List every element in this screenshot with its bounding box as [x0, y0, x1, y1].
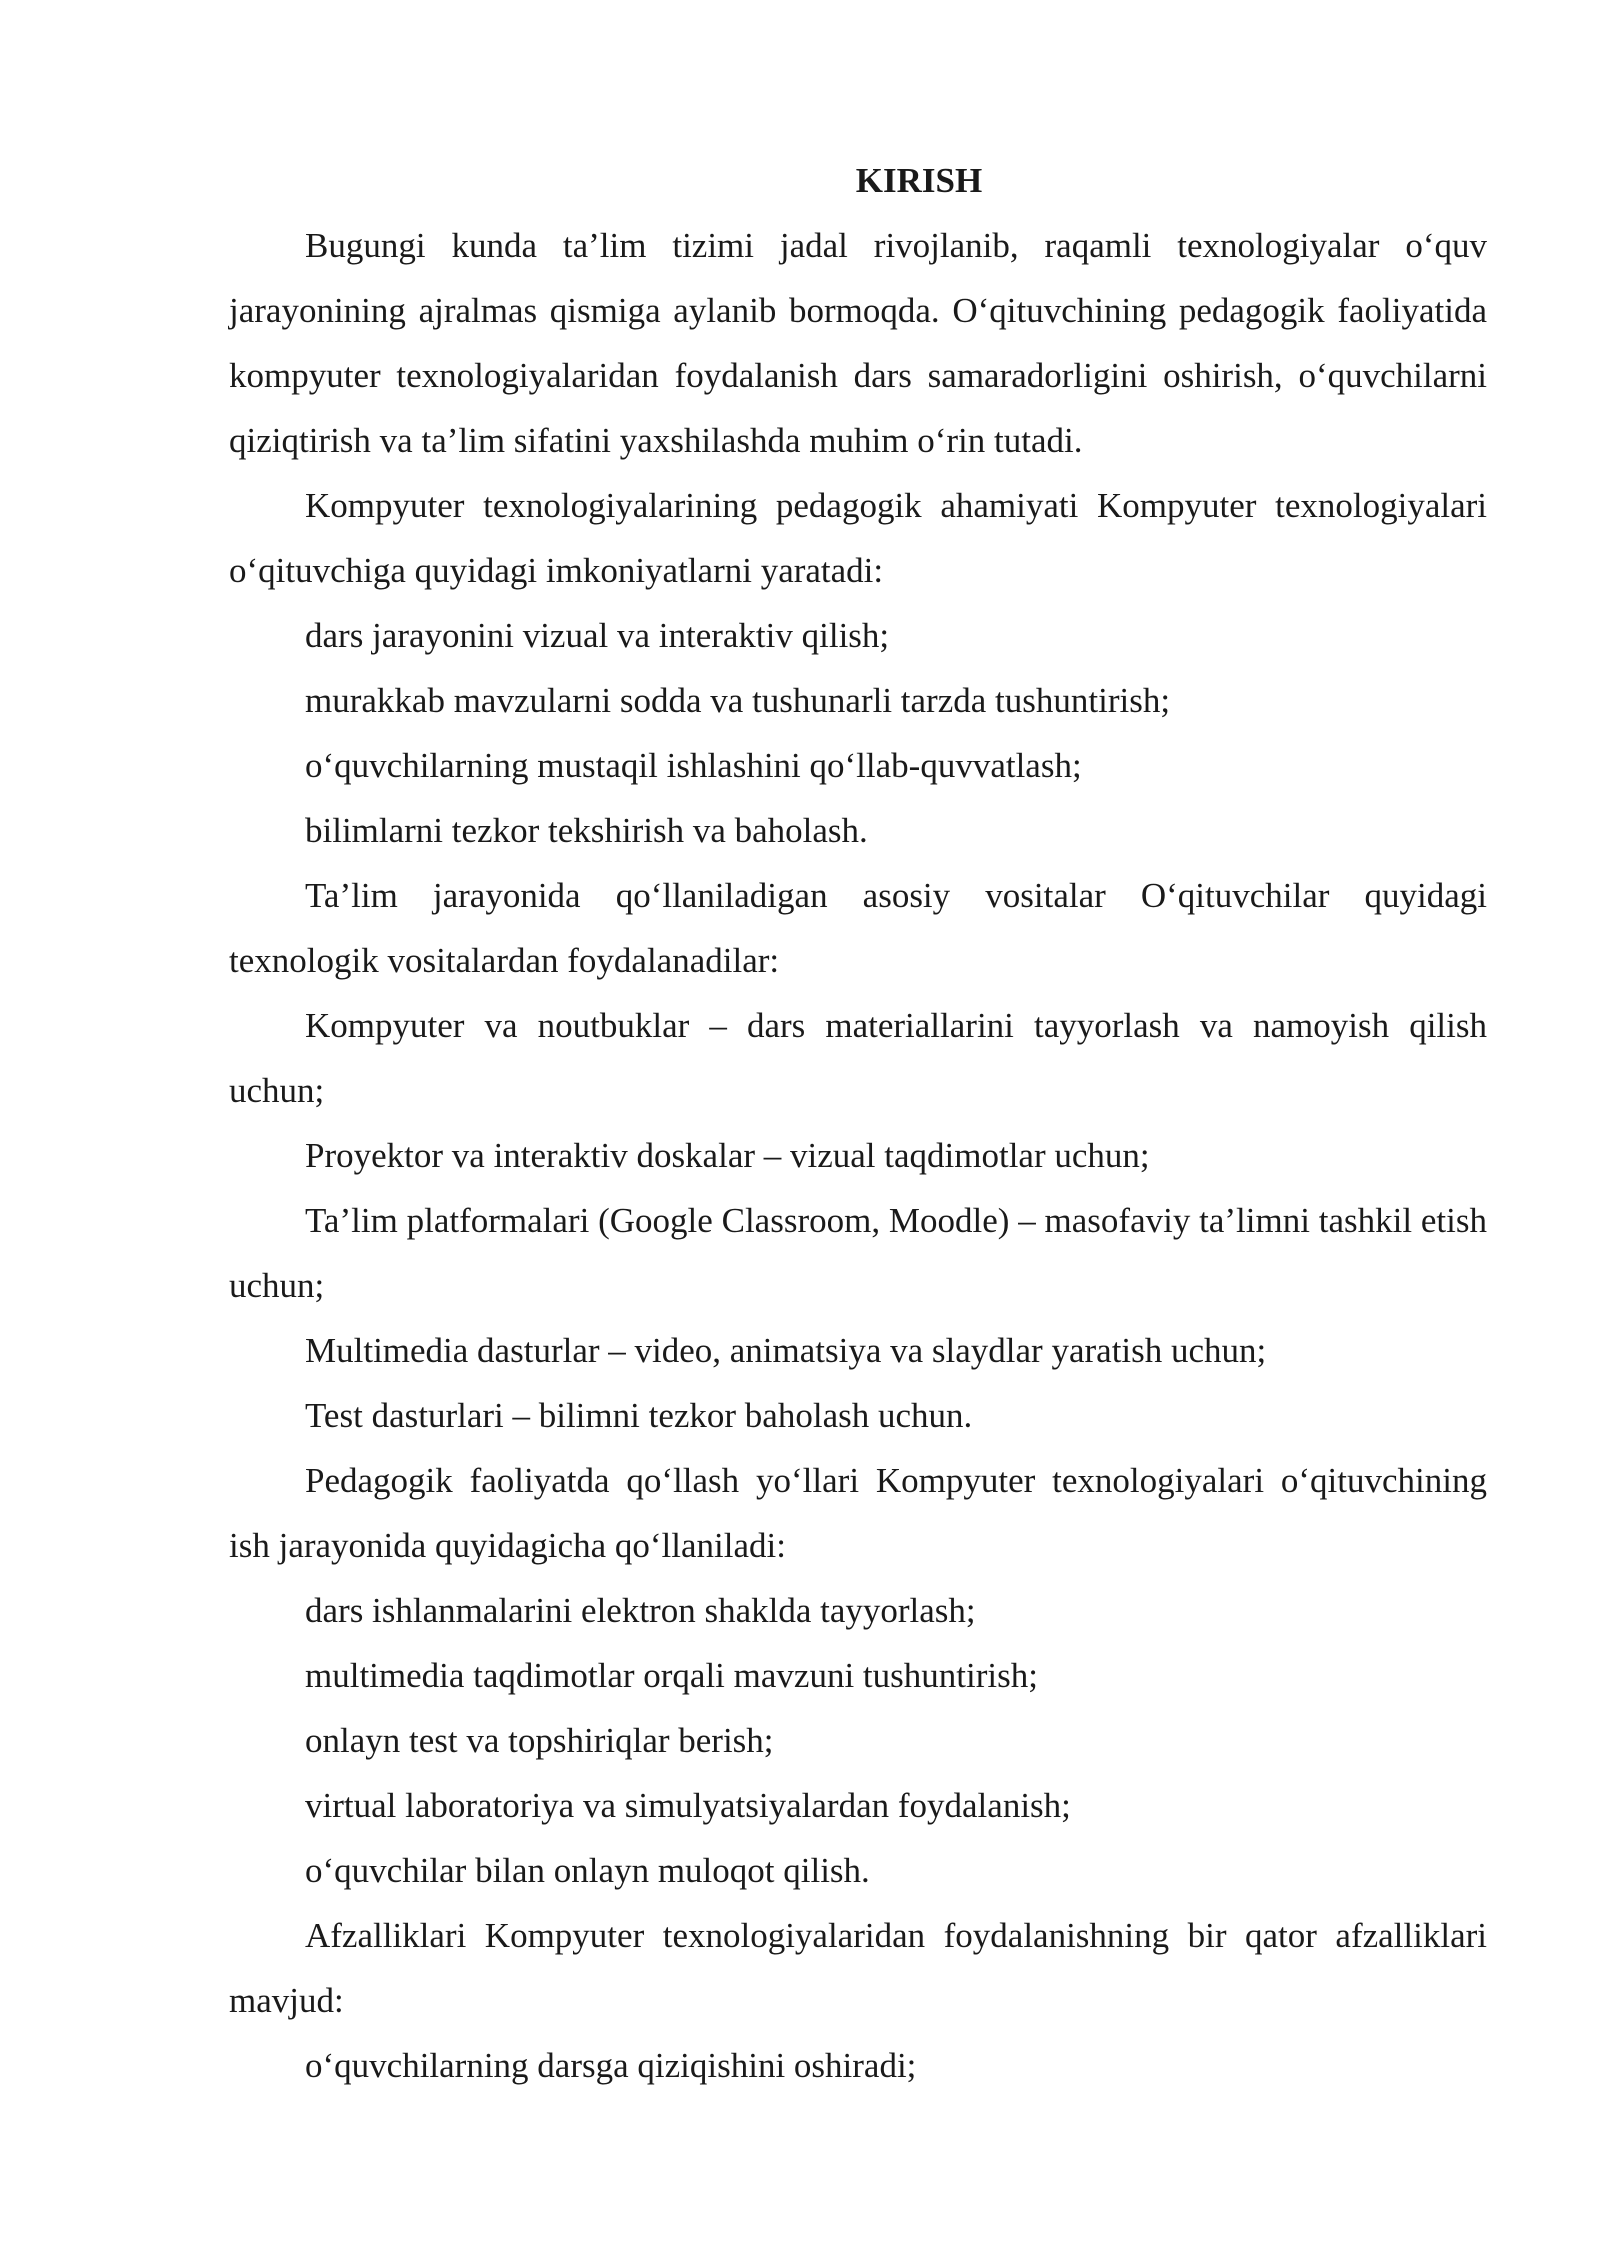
paragraph: Afzalliklari Kompyuter texnologiyalaridan foydalanishning bir qator afzalliklari mavjud: — [229, 1916, 1487, 2020]
list-item: o‘quvchilarning mustaqil ishlashini qo‘llab-quvvatlash; — [305, 746, 1082, 785]
list-item: onlayn test va topshiriqlar berish; — [305, 1721, 774, 1760]
paragraph: Ta’lim jarayonida qo‘llaniladigan asosiy vositalar O‘qituvchilar quyidagi texnologik vositalardan foydalanadilar: — [229, 876, 1487, 980]
list-item: virtual laboratoriya va simulyatsiyalardan foydalanish; — [305, 1786, 1071, 1825]
list-item: dars jarayonini vizual va interaktiv qilish; — [305, 616, 890, 655]
list-item: o‘quvchilar bilan onlayn muloqot qilish. — [305, 1851, 870, 1890]
list-item: multimedia taqdimotlar orqali mavzuni tushuntirish; — [305, 1656, 1038, 1695]
paragraph: Kompyuter va noutbuklar – dars materiallarini tayyorlash va namoyish qilish uchun; — [229, 1006, 1487, 1110]
paragraph: Test dasturlari – bilimni tezkor baholash uchun. — [305, 1396, 973, 1435]
paragraph: Kompyuter texnologiyalarining pedagogik ahamiyati Kompyuter texnologiyalari o‘qituvchiga quyidagi imkoniyatlarni yaratadi: — [229, 486, 1487, 590]
list-item: bilimlarni tezkor tekshirish va baholash. — [305, 811, 868, 850]
list-item: o‘quvchilarning darsga qiziqishini oshiradi; — [305, 2046, 917, 2085]
paragraph: Multimedia dasturlar – video, animatsiya va slaydlar yaratish uchun; — [305, 1331, 1267, 1370]
paragraph: Pedagogik faoliyatda qo‘llash yo‘llari Kompyuter texnologiyalari o‘qituvchining ish jarayonida quyidagicha qo‘llaniladi: — [229, 1461, 1487, 1565]
paragraph: Proyektor va interaktiv doskalar – vizual taqdimotlar uchun; — [305, 1136, 1150, 1175]
page-title: KIRISH — [855, 161, 983, 200]
list-item: dars ishlanmalarini elektron shaklda tayyorlash; — [305, 1591, 976, 1630]
paragraph: Ta’lim platformalari (Google Classroom, Moodle) – masofaviy ta’limni tashkil etish uchun; — [229, 1201, 1487, 1305]
paragraph: Bugungi kunda ta’lim tizimi jadal rivojlanib, raqamli texnologiyalar o‘quv jarayonining ajralmas qismiga aylanib bormoqda. O‘qituvchining pedagogik faoliyatida kompyuter texnologiyalaridan foydalanish dars samaradorligini oshirish, o‘quvchilarni qiziqtirish va ta’lim sifatini yaxshilashda muhim o‘rin tutadi. — [229, 226, 1487, 460]
document-body — [229, 148, 1487, 2098]
list-item: murakkab mavzularni sodda va tushunarli tarzda tushuntirish; — [305, 681, 1171, 720]
